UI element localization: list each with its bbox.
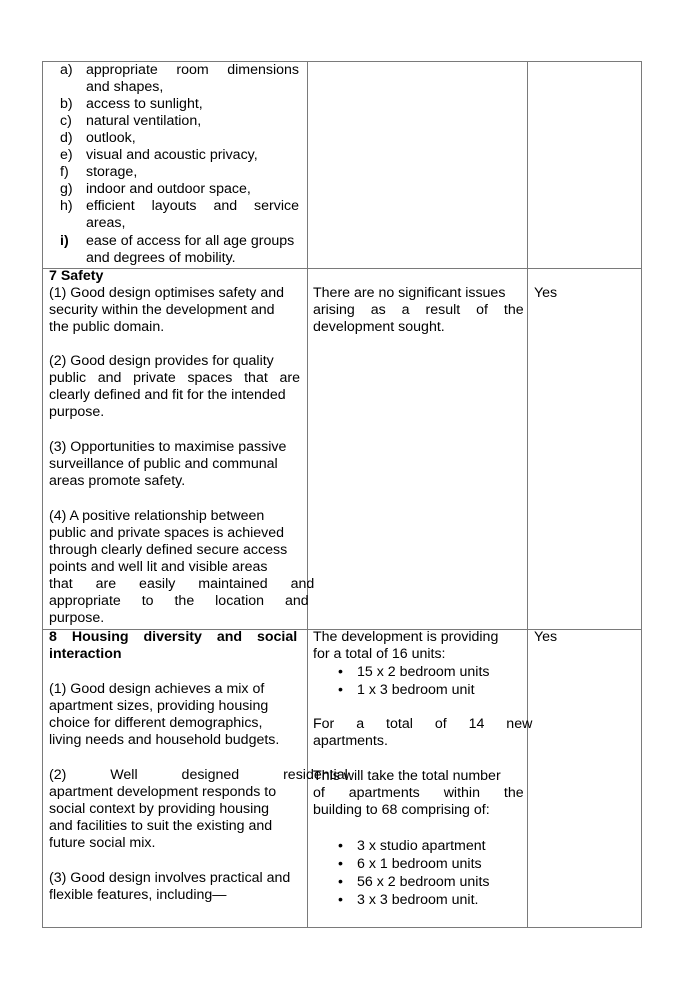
list-marker: h)	[60, 198, 73, 214]
list-item-text: storage,	[86, 164, 138, 180]
list-item: • 3 x 3 bedroom unit.	[357, 892, 478, 909]
list-marker: b)	[60, 96, 73, 112]
housing-compliance: Yes	[534, 629, 558, 645]
list-item: • 56 x 2 bedroom units	[357, 874, 490, 891]
list-item-text: natural ventilation,	[86, 113, 202, 129]
column-divider-1	[307, 62, 308, 927]
row-divider-1	[43, 268, 641, 269]
list-marker: e)	[60, 147, 73, 163]
list-item-text: visual and acoustic privacy,	[86, 147, 258, 163]
list-marker: a)	[60, 62, 73, 78]
list-item-text: and shapes,	[86, 79, 164, 95]
safety-compliance: Yes	[534, 285, 558, 301]
list-item: • 15 x 2 bedroom units	[357, 664, 490, 681]
list-item-text: appropriate room dimensions	[86, 62, 299, 78]
list-item: • 3 x studio apartment	[357, 838, 486, 855]
list-item-text: and degrees of mobility.	[86, 250, 236, 266]
list-item-text: indoor and outdoor space,	[86, 181, 251, 197]
section-heading-safety: 7 Safety	[49, 268, 104, 284]
list-marker: f)	[60, 164, 69, 180]
list-marker: i)	[60, 233, 69, 249]
list-item-text: ease of access for all age groups	[86, 233, 295, 249]
list-marker: g)	[60, 181, 73, 197]
column-divider-2	[527, 62, 528, 927]
list-item-text: outlook,	[86, 130, 136, 146]
list-marker: c)	[60, 113, 72, 129]
list-item-text: areas,	[86, 215, 126, 231]
list-marker: d)	[60, 130, 73, 146]
list-item-text: efficient layouts and service	[86, 198, 299, 214]
list-item: • 1 x 3 bedroom unit	[357, 682, 475, 699]
list-item: • 6 x 1 bedroom units	[357, 856, 482, 873]
list-item-text: access to sunlight,	[86, 96, 203, 112]
